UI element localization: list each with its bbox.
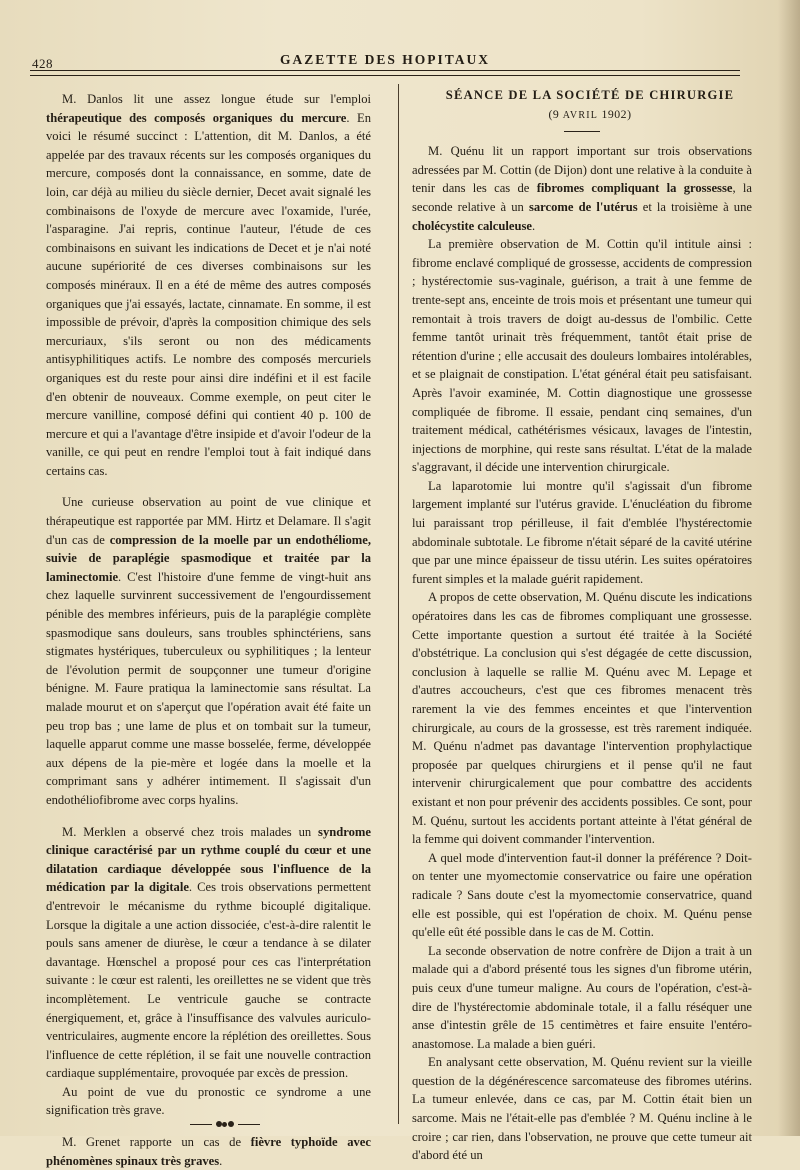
paragraph-merklen <box>46 823 371 1083</box>
column-divider <box>398 84 399 1124</box>
text-run: . C'est l'histoire d'une femme de vingt-huit ans chez laquelle survinrent successivement de l'engourdissement pénible des membres inférieurs, puis de la paraplégie complète spasmodique sans douleurs, sans troubles sphinctériens, sans stigmates hystériques, tuberculeux ou syphilitiques ; la lenteur de l'évolution permit de soupçonner une tumeur d'origine bénigne. M. Faure pratiqua la laminectomie sans résultat. La malade mourut et on s'aperçut que l'opération avait été faite un peu trop bas ; une lame de plus et on tombait sur la tumeur, laquelle apparut comme une masse bosselée, ferme, développée aux dépens de la pie-mère et logée dans la moelle et la comprimant sans y adhérer intimement. Il s'agissait d'un endothéliofibrome avec corps hyalins. <box>46 569 371 807</box>
paragraph-seconde-observation: La seconde observation de notre confrère de Dijon a trait à un malade qui a d'abord présenté tous les signes d'un fibrome utérin, puis ceux d'une tumeur maligne. Au cours de l'opération, c'est-à-dire de l'hystérectomie abdominale totale, il a fallu réséquer une anse d'intestin grêle de 15 centimètres et faire ensuite l'entéro-anastomose. La malade a bien guéri. <box>412 943 752 1051</box>
right-column <box>412 86 752 1165</box>
paragraph-grenet <box>46 1133 371 1170</box>
text-run: M. Merklen a observé chez trois malades un <box>62 824 319 839</box>
text-run: Une curieuse observation au point de vue clinique et thérapeutique est rapportée par MM. Hirtz et Delamare. Il s'agit d'un cas de <box>46 495 371 547</box>
text-run: et la troisième à une <box>637 199 752 214</box>
text-run: M. Grenet rapporte un cas de <box>62 1135 251 1150</box>
section-date <box>412 105 752 126</box>
bold-topic: fièvre typhoïde avec phénomènes spinaux très graves <box>46 1135 371 1168</box>
text-run: . <box>219 1153 223 1168</box>
header-rule-thick <box>30 70 740 71</box>
section-rule <box>564 131 600 132</box>
text-run: M. Danlos lit une assez longue étude sur l'emploi <box>62 92 371 106</box>
paragraph-danlos <box>46 90 371 480</box>
left-column <box>46 90 371 1170</box>
paragraph-quenu-rapport <box>412 142 752 235</box>
date-month: AVRIL <box>562 109 599 121</box>
date-part: 1902) <box>598 106 632 121</box>
bold-topic: fibromes compliquant la grossesse <box>536 181 733 196</box>
text-run: . Ces trois observations permettent d'entrevoir le mécanisme du rythme bicouplé digitalique. Lorsque la digitale a une action dissociée, c'est-à-dire ralentit le pouls sans amener de diurèse, le cœur a tendance à se dilater davantage. Hœnschel a proposé pour ces cas l'interprétation suivante : le cœur est ralenti, les oreillettes ne se vident que très incomplètement. Le ventricule gauche se contracte énergiquement, et, grâce à l'insuffisance des valvules auriculo-ventriculaires, augmente encore la réplétion des oreillettes. Sous l'influence de cette réplétion, il se fait une nouvelle contraction cardiaque supplémentaire, provoquée par excès de pression. <box>46 880 372 1081</box>
paragraph-laparotomie: La laparotomie lui montre qu'il s'agissait d'un fibrome largement implanté sur l'utérus gravide. L'énucléation du fibrome lui paraissant trop périlleuse, il fait d'emblée l'hystérectomie abdominale subtotale. Le fibrome n'était séparé de la cavité utérine que par une mince épaisseur de tissu utérin. Les suites opératoires furent simples et la malade guérit rapidement. <box>412 478 752 586</box>
paragraph-indications: A propos de cette observation, M. Quénu discute les indications opératoires dans les cas de fibromes compliquant une grossesse. Cette importante question a surtout été traitée à la Société d'obstétrique. La conclusion qui s'est dégagée de cette discussion, conclusion à laquelle se rallie M. Quénu avec M. Lepage et d'autres accoucheurs, c'est que ces fibromes menacent très rarement la vie des femmes enceintes et que l'intervention chirurgicale, au cours de la grossesse, est très rarement indiquée. M. Quénu n'admet pas davantage l'intervention prophylactique proposée par quelques chirurgiens et il pense qu'il ne faut intervenir chirurgicalement que pour combattre des accidents existant et non pour prévenir des accidents possibles. Ce sont, pour M. Quénu, surtout les accidents portant atteinte à l'état général de la femme qui doivent commander l'intervention. <box>412 590 752 847</box>
journal-title: GAZETTE DES HOPITAUX <box>279 52 491 67</box>
date-part: (9 <box>548 106 563 121</box>
bold-topic: syndrome clinique caractérisé par un rythme couplé du cœur et une dilatation cardiaque développée sous l'influence de la médication par la digitale <box>46 824 371 895</box>
paragraph-hirtz-delamare <box>46 493 371 809</box>
text-run: . <box>531 218 536 233</box>
paragraph-degenerescence: En analysant cette observation, M. Quénu revient sur la vieille question de la dégénérescence sarcomateuse des fibromes utérins. La tumeur enlevée, dans ce cas, par M. Cottin était bien un sarcome. Mais ne l'était-elle pas d'emblée ? M. Quénu incline à le croire ; car rien, dans l'observation, ne prouve que cette tumeur ait d'abord été un <box>412 1055 752 1163</box>
paragraph-premiere-observation: La première observation de M. Cottin qu'il intitule ainsi : fibrome enclavé compliqué de grossesse, accidents de compression ; hystérectomie sus-vaginale, guérison, a trait à une femme de trente-sept ans, enceinte de trois mois et présentant une tumeur qui remontait à trois travers de doigt au-dessus de l'ombilic. Cette femme tantôt urinait très fréquemment, tantôt était prise de rétention d'urine ; elle accusait des douleurs lombaires intolérables, et se plaignait de constipation. L'état général était peu satisfaisant. Après l'avoir examinée, M. Cottin diagnostique une grossesse compliquée de fibrome. Il essaie, pendant cinq semaines, d'un traitement médical, cathétérismes vésicaux, lavages de l'intestin, injections de morphine, qui reste sans résultat. L'état de la malade s'aggravant, il décide une intervention chirurgicale. <box>412 237 752 475</box>
page-header <box>30 50 740 72</box>
bold-topic: sarcome de l'utérus <box>528 199 638 214</box>
paragraph-pronostic: Au point de vue du pronostic ce syndrome a une signification très grave. <box>46 1084 371 1118</box>
bold-topic: thérapeutique des composés organiques du mercure <box>46 110 347 125</box>
bold-topic: cholécystite calculeuse <box>412 218 532 233</box>
header-rule-thin <box>30 75 740 76</box>
paragraph-mode-intervention: A quel mode d'intervention faut-il donner la préférence ? Doit-on tenter une myomectomie conservatrice ou faire une opération radicale ? Sans doute c'est la myomectomie conservatrice, quand elle est possible, qui est l'opération de choix. M. Quénu pense qu'elle eût été possible dans le cas de M. Cottin. <box>412 850 752 940</box>
page-edge-shadow <box>778 0 800 1136</box>
text-run: M. Quénu lit un rapport important sur trois observations adressées par M. Cottin (de Dijon) dont une relative à la conduite à tenir dans les cas de <box>412 144 752 196</box>
page-number: 428 <box>32 56 53 71</box>
text-run: , la seconde relative à un <box>412 181 752 214</box>
section-title: SÉANCE DE LA SOCIÉTÉ DE CHIRURGIE <box>445 88 735 102</box>
text-run: . En voici le résumé succinct : L'attention, dit M. Danlos, a été appelée par des travaux récents sur les composés organiques du mercure, composés dont la connaissance, en somme, date de loin, car déjà au milieu du siècle dernier, Decet avait signalé les combinaisons de l'oxyde de mercure avec l'oxamide, l'urée, l'asparagine. J'ai repris, continue l'auteur, l'étude de ces combinaisons en suivant les indications de Decet et je n'ai noté aucune supériorité de ces diverses combinaisons sur les composés minéraux. Il en a été de même des autres composés organiques que j'ai essayés, lactate, cinnamate. En somme, il est impossible de prévoir, d'après la composition chimique des sels mercuriaux, s'ils seront ou non des médicaments antisyphilitiques actifs. Le nombre des composés mercuriels organiques est du reste pour ainsi dire indéfini et il est facile d'en obtenir de nouveaux. Comme exemple, on peut citer le mercure vanilline, composé défini qui contient 40 p. 100 de mercure et qui a l'avantage d'être insipide et d'avoir l'odeur de la vanille, ce qui peut en rendre l'emploi tout à fait indiqué dans certains cas. <box>46 110 371 478</box>
section-end-ornament <box>190 1121 260 1127</box>
bold-topic: compression de la moelle par un endothéliome, suivie de paraplégie spasmodique et traitée par la laminectomie <box>46 532 371 584</box>
